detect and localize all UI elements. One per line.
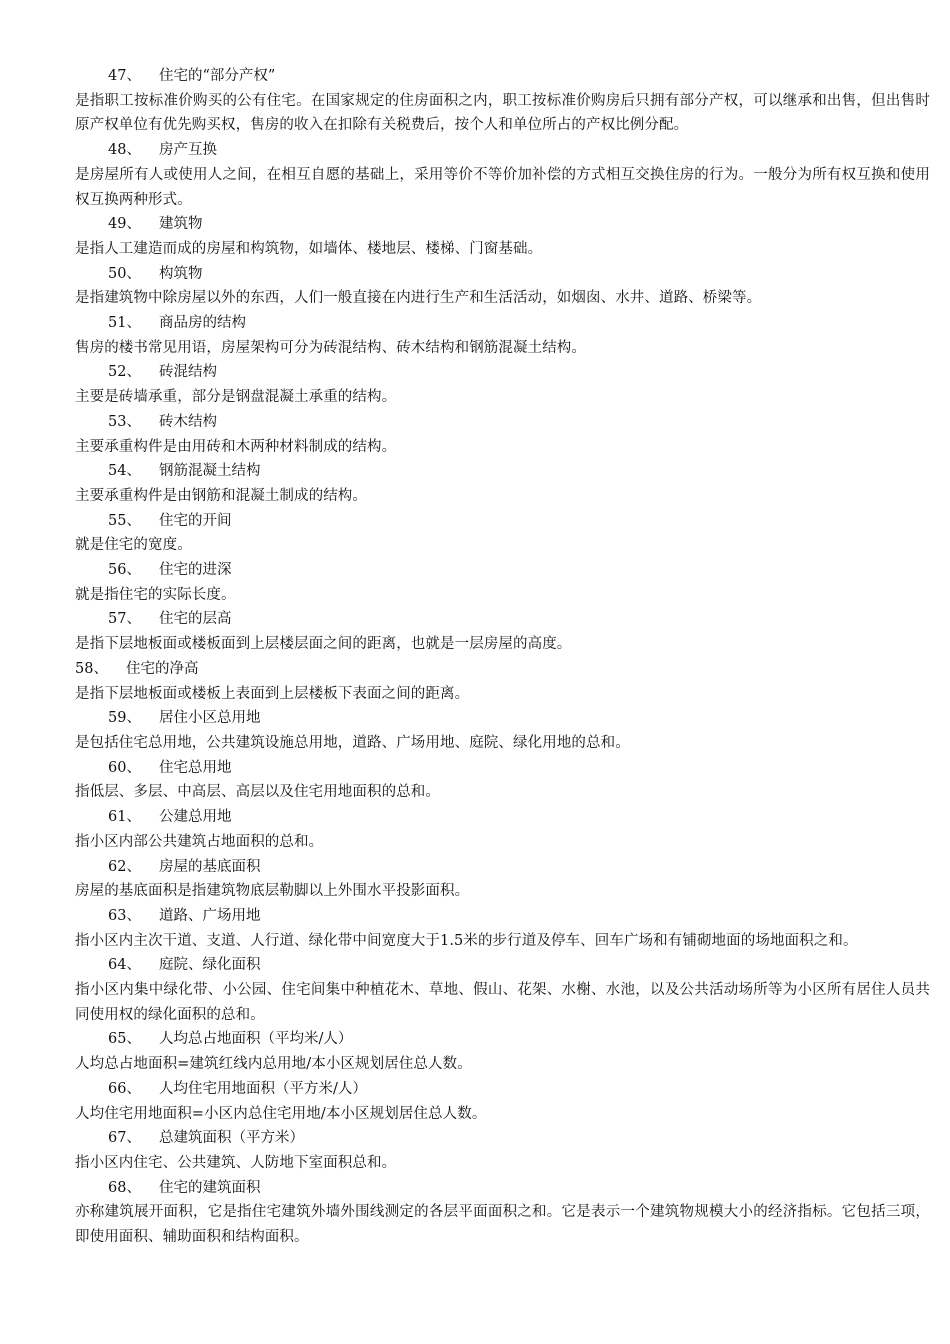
entry-heading [75, 953, 930, 978]
entry-title: 公建总用地 [159, 809, 232, 826]
entry-62 [75, 855, 930, 904]
entry-title: 砖木结构 [159, 413, 217, 430]
entry-number: 47、 [108, 68, 141, 84]
entry-body: 是指人工建造而成的房屋和构筑物，如墙体、楼地层、楼梯、门窗基础。 [75, 240, 543, 257]
entry-body: 房屋的基底面积是指建筑物底层勒脚以上外围水平投影面积。 [75, 883, 470, 900]
entry-body: 就是住宅的宽度。 [75, 537, 192, 554]
entry-number: 67、 [108, 1130, 141, 1147]
entry-title: 住宅的进深 [159, 562, 232, 579]
entry-48 [75, 138, 930, 212]
entry-number: 50、 [108, 265, 141, 282]
entry-64 [75, 953, 930, 1027]
entry-body: 人均总占地面积=建筑红线内总用地/本小区规划居住总人数。 [75, 1056, 472, 1073]
entry-68 [75, 1176, 930, 1250]
entry-65 [75, 1027, 930, 1076]
entry-59 [75, 706, 930, 755]
entry-heading [75, 1126, 930, 1151]
entry-heading [75, 756, 930, 781]
entry-body: 指小区内住宅、公共建筑、人防地下室面积总和。 [75, 1154, 397, 1171]
entry-heading [75, 64, 930, 89]
entry-heading [75, 657, 930, 682]
entry-heading [75, 360, 930, 385]
entry-body: 主要承重构件是由用砖和木两种材料制成的结构。 [75, 438, 397, 455]
entry-body: 亦称建筑展开面积，它是指住宅建筑外墙外围线测定的各层平面面积之和。它是表示一个建筑物规模大小的经济指标。它包括三项，即使用面积、辅助面积和结构面积。 [75, 1204, 930, 1246]
entry-number: 57、 [108, 611, 141, 628]
entry-body: 售房的楼书常见用语，房屋架构可分为砖混结构、砖木结构和钢筋混凝土结构。 [75, 339, 586, 356]
entry-heading [75, 509, 930, 534]
entry-56 [75, 558, 930, 607]
entry-number: 55、 [108, 512, 141, 529]
entry-57 [75, 607, 930, 656]
entry-heading [75, 855, 930, 880]
entry-54 [75, 459, 930, 508]
entry-49 [75, 212, 930, 261]
entry-heading [75, 212, 930, 237]
entry-number: 68、 [108, 1179, 141, 1196]
entry-body: 是包括住宅总用地，公共建筑设施总用地，道路、广场用地、庭院、绿化用地的总和。 [75, 734, 630, 751]
entry-body: 是房屋所有人或使用人之间，在相互自愿的基础上，采用等价不等价加补偿的方式相互交换住房的行为。一般分为所有权互换和使用权互换两种形式。 [75, 166, 930, 208]
entry-body: 是指下层地板面或楼板面到上层楼层面之间的距离，也就是一层房屋的高度。 [75, 636, 572, 653]
entry-66 [75, 1077, 930, 1126]
entry-number: 53、 [108, 413, 141, 430]
entry-body: 指小区内主次干道、支道、人行道、绿化带中间宽度大于1.5米的步行道及停车、回车广场和有铺砌地面的场地面积之和。 [75, 932, 858, 949]
entry-number: 64、 [108, 957, 141, 974]
entry-body: 是指建筑物中除房屋以外的东西，人们一般直接在内进行生产和生活活动，如烟囱、水井、道路、桥梁等。 [75, 290, 762, 307]
entry-number: 61、 [108, 809, 141, 826]
entry-heading [75, 138, 930, 163]
entry-body: 是指下层地板面或楼板上表面到上层楼板下表面之间的距离。 [75, 685, 470, 702]
entry-heading [75, 558, 930, 583]
entry-number: 60、 [108, 759, 141, 776]
entry-47 [75, 64, 930, 138]
entry-title: 砖混结构 [159, 364, 217, 381]
entry-heading [75, 410, 930, 435]
entry-heading [75, 311, 930, 336]
entry-number: 62、 [108, 858, 141, 875]
entry-heading [75, 1077, 930, 1102]
entry-title: 建筑物 [159, 216, 203, 233]
entry-60 [75, 756, 930, 805]
entry-number: 51、 [108, 315, 141, 332]
entry-number: 59、 [108, 710, 141, 727]
entry-52 [75, 360, 930, 409]
entry-number: 49、 [108, 216, 141, 233]
entry-50 [75, 262, 930, 311]
entry-title: 构筑物 [159, 265, 203, 282]
entry-number: 63、 [108, 907, 141, 924]
entry-heading [75, 805, 930, 830]
entry-55 [75, 509, 930, 558]
entry-number: 48、 [108, 142, 141, 159]
entry-number: 56、 [108, 562, 141, 579]
entry-title: 房屋的基底面积 [159, 858, 261, 875]
entry-53 [75, 410, 930, 459]
document-page [75, 64, 930, 1250]
entry-body: 人均住宅用地面积=小区内总住宅用地/本小区规划居住总人数。 [75, 1105, 487, 1122]
entry-title: 道路、广场用地 [159, 907, 261, 924]
entry-body: 主要承重构件是由钢筋和混凝土制成的结构。 [75, 487, 367, 504]
entry-heading [75, 904, 930, 929]
entry-body: 指低层、多层、中高层、高层以及住宅用地面积的总和。 [75, 784, 440, 801]
entry-title: 总建筑面积（平方米） [159, 1130, 304, 1147]
entry-title: 住宅总用地 [159, 759, 232, 776]
entry-body: 是指职工按标准价购买的公有住宅。在国家规定的住房面积之内，职工按标准价购房后只拥有部分产权，可以继承和出售，但出售时原产权单位有优先购买权，售房的收入在扣除有关税费后，按个人和单位所占的产权比例分配。 [75, 92, 930, 134]
entry-title: 住宅的建筑面积 [159, 1179, 261, 1196]
entry-heading [75, 706, 930, 731]
entry-51 [75, 311, 930, 360]
entry-title: 住宅的开间 [159, 512, 232, 529]
entry-body: 就是指住宅的实际长度。 [75, 586, 236, 603]
entry-title: 房产互换 [159, 142, 217, 159]
entry-title: 住宅的“部分产权” [159, 68, 276, 84]
entry-number: 66、 [108, 1080, 141, 1097]
entry-title: 庭院、绿化面积 [159, 957, 261, 974]
entry-title: 商品房的结构 [159, 315, 246, 332]
entry-heading [75, 459, 930, 484]
entry-title: 居住小区总用地 [159, 710, 261, 727]
entry-title: 住宅的净高 [126, 660, 199, 677]
entry-number: 54、 [108, 463, 141, 480]
entry-61 [75, 805, 930, 854]
entry-63 [75, 904, 930, 953]
entry-58 [75, 657, 930, 706]
entry-number: 58、 [75, 660, 108, 677]
entry-body: 主要是砖墙承重，部分是钢盘混凝土承重的结构。 [75, 389, 397, 406]
entry-heading [75, 607, 930, 632]
entry-number: 52、 [108, 364, 141, 381]
entry-title: 钢筋混凝土结构 [159, 463, 261, 480]
entry-heading [75, 1176, 930, 1201]
entry-number: 65、 [108, 1031, 141, 1048]
entry-body: 指小区内部公共建筑占地面积的总和。 [75, 833, 324, 850]
entry-title: 人均住宅用地面积（平方米/人） [159, 1080, 367, 1097]
entry-body: 指小区内集中绿化带、小公园、住宅间集中种植花木、草地、假山、花架、水榭、水池，以及公共活动场所等为小区所有居住人员共同使用权的绿化面积的总和。 [75, 982, 930, 1023]
entry-67 [75, 1126, 930, 1175]
entry-title: 住宅的层高 [159, 611, 232, 628]
entry-heading [75, 1027, 930, 1052]
entry-title: 人均总占地面积（平均米/人） [159, 1031, 353, 1048]
entry-heading [75, 262, 930, 287]
